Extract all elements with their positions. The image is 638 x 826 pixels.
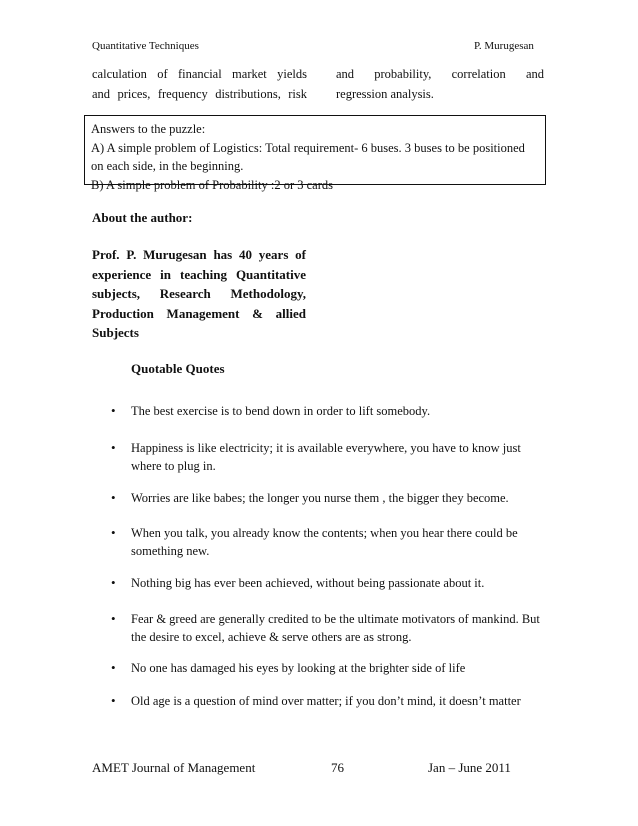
left-column-line: and prices, frequency distributions, risk (92, 87, 307, 101)
puzzle-answers-box (84, 115, 546, 192)
left-column-line: calculation of financial market yields (92, 67, 307, 81)
quote-line: Fear & greed are generally credited to be the ultimate motivators of mankind. But (131, 612, 540, 626)
quote-line: When you talk, you already know the contents; when you hear there could be (131, 526, 518, 540)
quote-line: Old age is a question of mind over matter; if you don’t mind, it doesn’t matter (131, 694, 521, 708)
quote-line: where to plug in. (131, 459, 216, 473)
quote-line: Worries are like babes; the longer you nurse them , the bigger they become. (131, 491, 509, 505)
quote-line: the desire to excel, achieve & serve others are as strong. (131, 630, 412, 644)
quote-line: Happiness is like electricity; it is available everywhere, you have to know just (131, 441, 521, 455)
quote-line: The best exercise is to bend down in order to lift somebody. (131, 404, 431, 418)
about-line: Subjects (92, 325, 139, 340)
running-header-title: Quantitative Techniques (92, 40, 199, 52)
running-header-author: P. Murugesan (474, 40, 534, 52)
bullet-icon: • (111, 611, 116, 626)
about-line: Prof. P. Murugesan has 40 years of (92, 247, 306, 262)
about-line: Production Management & allied (92, 305, 306, 321)
bullet-icon: • (111, 490, 116, 505)
bullet-icon: • (111, 525, 116, 540)
quote-line: No one has damaged his eyes by looking at the brighter side of life (131, 661, 466, 675)
about-author-body (92, 245, 306, 343)
answer-a-line: on each side, in the beginning. (91, 159, 244, 173)
about-line: subjects, Research Methodology, (92, 286, 306, 301)
quote-line: Nothing big has ever been achieved, without being passionate about it. (131, 576, 485, 590)
quotes-heading: Quotable Quotes (131, 361, 225, 376)
right-column-text (336, 64, 544, 104)
answer-a-line: A) A simple problem of Logistics: Total requirement- 6 buses. 3 buses to be positioned (91, 140, 525, 155)
about-line: experience in teaching Quantitative (92, 266, 306, 282)
right-column-line: regression analysis. (336, 87, 434, 101)
answers-title: Answers to the puzzle: (91, 122, 206, 136)
bullet-icon: • (111, 403, 116, 418)
bullet-icon: • (111, 660, 116, 675)
footer-issue-date: Jan – June 2011 (428, 760, 511, 775)
bullet-icon: • (111, 693, 116, 708)
right-column-line: and probability, correlation and (336, 67, 544, 81)
quote-line: something new. (131, 544, 210, 558)
bullet-icon: • (111, 440, 116, 455)
left-column-text (92, 64, 307, 104)
about-author-heading: About the author: (92, 210, 193, 225)
footer-journal-name: AMET Journal of Management (92, 760, 256, 775)
bullet-icon: • (111, 575, 116, 590)
answer-b-line: B) A simple problem of Probability :2 or 3 cards (91, 177, 333, 192)
page-number: 76 (331, 760, 344, 775)
